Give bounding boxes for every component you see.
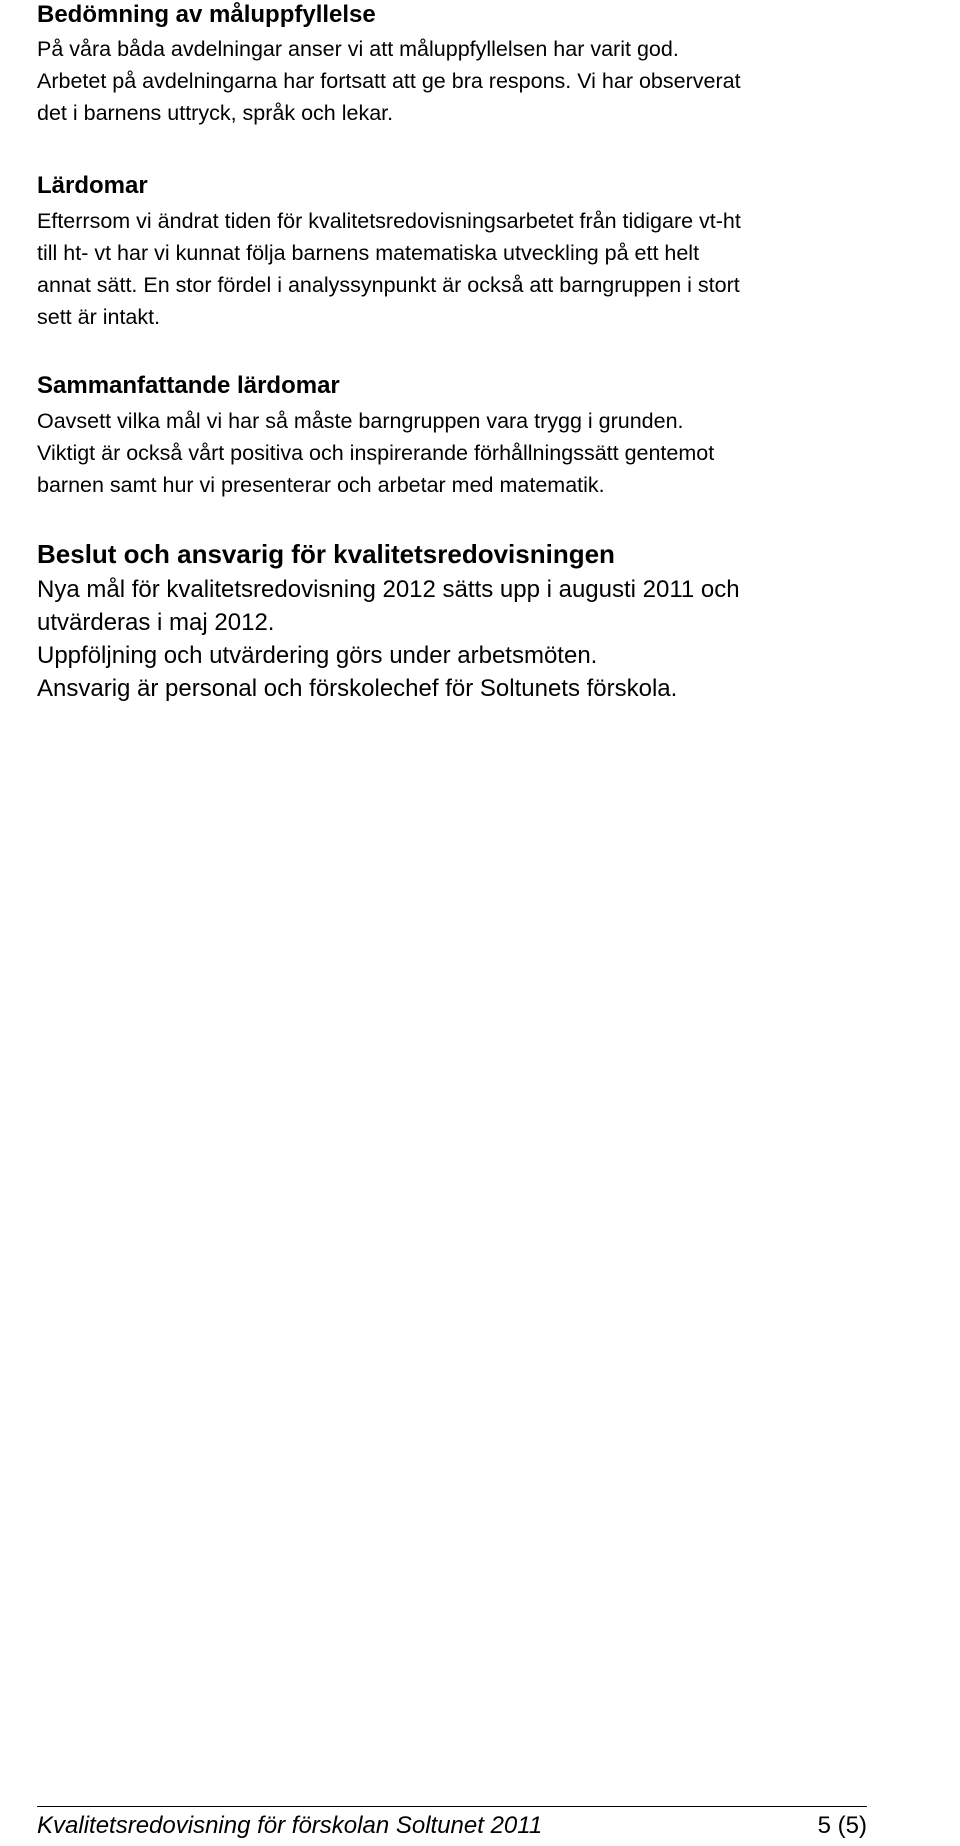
footer-document-title: Kvalitetsredovisning för förskolan Soltunet 2011	[37, 1812, 543, 1839]
section-heading-bedomning: Bedömning av måluppfyllelse	[37, 1, 376, 28]
section-heading-sammanfattande: Sammanfattande lärdomar	[37, 372, 340, 399]
section-beslut	[37, 538, 937, 705]
section-paragraph-bedomning	[37, 33, 937, 129]
section-paragraph-lardomar	[37, 205, 937, 333]
paragraph-line: det i barnens uttryck, språk och lekar.	[37, 101, 394, 125]
paragraph-line: utvärderas i maj 2012.	[37, 609, 275, 636]
section-sammanfattande	[37, 371, 937, 501]
section-paragraph-beslut	[37, 573, 937, 705]
footer-page-number: 5 (5)	[817, 1812, 867, 1839]
paragraph-line: Oavsett vilka mål vi har så måste barngruppen vara trygg i grunden.	[37, 409, 684, 433]
paragraph-line: På våra båda avdelningar anser vi att måluppfyllelsen har varit god.	[37, 37, 679, 61]
section-lardomar	[37, 171, 937, 333]
paragraph-line: Viktigt är också vårt positiva och inspirerande förhållningssätt gentemot	[37, 441, 715, 465]
paragraph-line: Efterrsom vi ändrat tiden för kvalitetsredovisningsarbetet från tidigare vt-ht	[37, 209, 741, 233]
paragraph-line: Nya mål för kvalitetsredovisning 2012 sätts upp i augusti 2011 och	[37, 576, 740, 603]
section-bedomning	[37, 0, 937, 129]
paragraph-line: annat sätt. En stor fördel i analyssynpunkt är också att barngruppen i stort	[37, 273, 740, 297]
paragraph-line: Arbetet på avdelningarna har fortsatt att ge bra respons. Vi har observerat	[37, 69, 741, 93]
section-paragraph-sammanfattande	[37, 405, 937, 501]
section-heading-beslut: Beslut och ansvarig för kvalitetsredovisningen	[37, 539, 615, 569]
page-footer	[37, 1806, 867, 1841]
section-heading-lardomar: Lärdomar	[37, 172, 148, 199]
paragraph-line: sett är intakt.	[37, 305, 161, 329]
paragraph-line: till ht- vt har vi kunnat följa barnens matematiska utveckling på ett helt	[37, 241, 700, 265]
paragraph-line: Uppföljning och utvärdering görs under arbetsmöten.	[37, 642, 598, 669]
paragraph-line: Ansvarig är personal och förskolechef för Soltunets förskola.	[37, 675, 678, 702]
paragraph-line: barnen samt hur vi presenterar och arbetar med matematik.	[37, 473, 605, 497]
